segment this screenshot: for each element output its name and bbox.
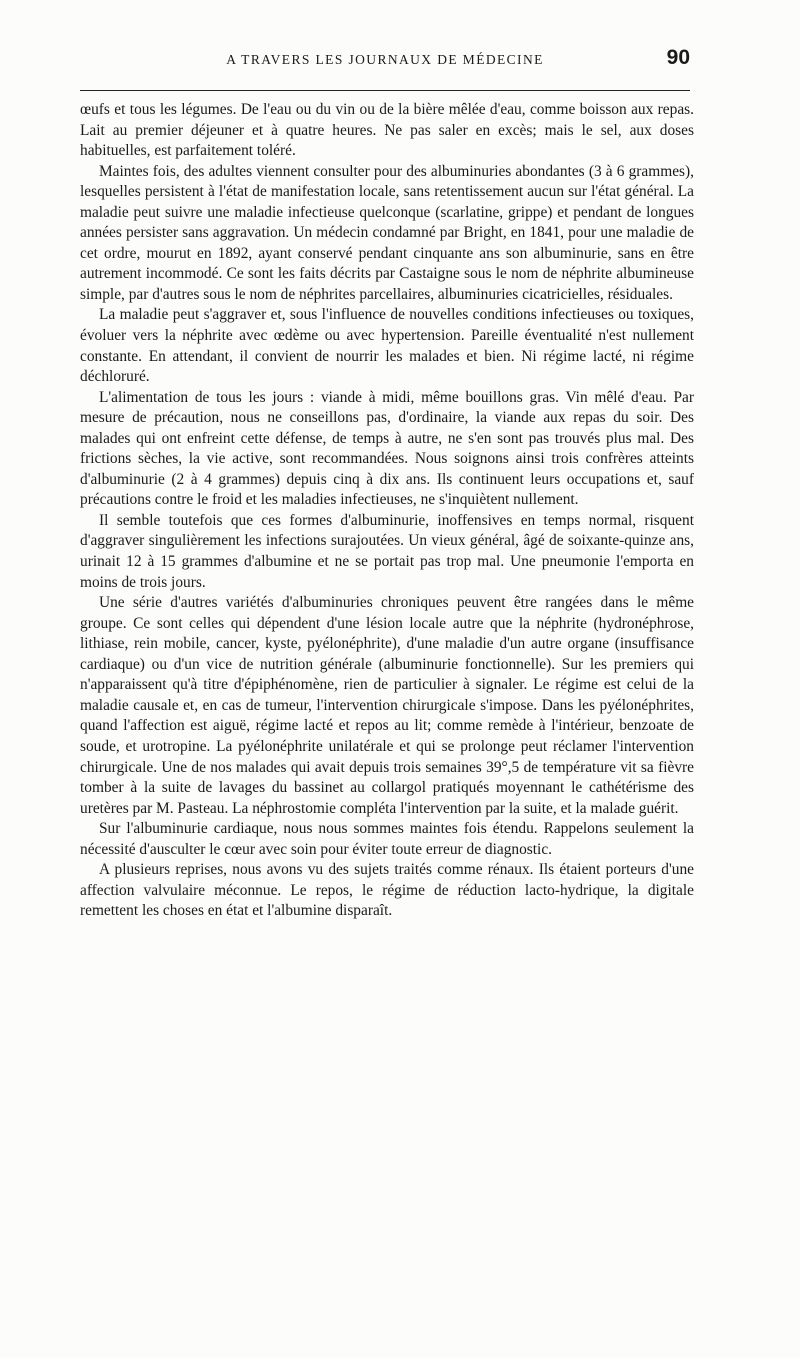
paragraph: Sur l'albuminurie cardiaque, nous nous sommes maintes fois étendu. Rappelons seulement la nécessité d'ausculter le cœur avec soin pour éviter toute erreur de diagnostic. — [80, 820, 694, 858]
paragraph: œufs et tous les légumes. De l'eau ou du vin ou de la bière mêlée d'eau, comme boisson aux repas. Lait au premier déjeuner et à quatre heures. Ne pas saler en excès; mais le sel, aux doses habituelles, est parfaitement toléré. — [80, 101, 694, 160]
paragraph: La maladie peut s'aggraver et, sous l'influence de nouvelles conditions infectieuses ou toxiques, évoluer vers la néphrite avec œdème ou avec hypertension. Pareille éventualité n'est nullement constante. En attendant, il convient de nourrir les malades et bien. Ni régime lacté, ni régime déchloruré. — [80, 306, 694, 386]
page-header — [80, 46, 690, 80]
article-body — [80, 100, 694, 922]
paragraph: Une série d'autres variétés d'albuminuries chroniques peuvent être rangées dans le même groupe. Ce sont celles qui dépendent d'une lésion locale autre que la néphrite (hydronéphrose, lithiase, rein mobile, cancer, kyste, pyélonéphrite), d'une maladie d'un autre organe (insuffisance cardiaque) ou d'un vice de nutrition générale (albuminurie fonctionnelle). Sur les premiers qui n'apparaissent qu'à titre d'épiphénomène, rien de particulier à signaler. Le régime est celui de la maladie causale et, en cas de tumeur, l'intervention chirurgicale s'impose. Dans les pyélonéphrites, quand l'affection est aiguë, régime lacté et repos au lit; comme remède à l'intérieur, benzoate de soude, et urotropine. La pyélonéphrite unilatérale et qui se prolonge peut réclamer l'intervention chirurgicale. Une de nos malades qui avait depuis trois semaines 39°,5 de température vit sa fièvre tomber à la suite de lavages du bassinet au collargol pratiqués moyennant le cathétérisme des uretères par M. Pasteau. La néphrostomie compléta l'intervention par la suite, et la malade guérit. — [80, 594, 694, 817]
running-title: A TRAVERS LES JOURNAUX DE MÉDECINE — [226, 52, 544, 67]
page-number: 90 — [666, 46, 690, 69]
paragraph: L'alimentation de tous les jours : viande à midi, même bouillons gras. Vin mêlé d'eau. Par mesure de précaution, nous ne conseillons pas, d'ordinaire, la viande aux repas du soir. Des malades qui ont enfreint cette défense, de temps à autre, ne s'en sont pas trouvés plus mal. Des frictions sèches, la vie active, sont recommandées. Nous soignons ainsi trois confrères atteints d'albuminurie (2 à 4 grammes) depuis cinq à dix ans. Ils continuent leurs occupations et, sauf précautions contre le froid et les maladies infectieuses, ne s'inquiètent nullement. — [80, 388, 694, 509]
paragraph: Maintes fois, des adultes viennent consulter pour des albuminuries abondantes (3 à 6 grammes), lesquelles persistent à l'état de manifestation locale, sans retentissement aucun sur l'état général. La maladie peut suivre une maladie infectieuse quelconque (scarlatine, grippe) et pendant de longues années persister sans aggravation. Un médecin condamné par Bright, en 1841, pour une maladie de cet ordre, mourut en 1892, ayant conservé pendant cinquante ans son albuminurie, sans en être autrement incommodé. Ce sont les faits décrits par Castaigne sous le nom de néphrite albumineuse simple, par d'autres sous le nom de néphrites parcellaires, albuminuries cicatricielles, résiduales. — [80, 162, 694, 303]
paragraph: A plusieurs reprises, nous avons vu des sujets traités comme rénaux. Ils étaient porteurs d'une affection valvulaire méconnue. Le repos, le régime de réduction lacto-hydrique, la digitale remettent les choses en état et l'albumine disparaît. — [80, 861, 694, 920]
header-rule — [80, 90, 690, 91]
paragraph: Il semble toutefois que ces formes d'albuminurie, inoffensives en temps normal, risquent d'aggraver singulièrement les infections surajoutées. Un vieux général, âgé de soixante-quinze ans, urinait 12 à 15 grammes d'albumine et ne se portait pas trop mal. Une pneumonie l'emporta en moins de trois jours. — [80, 511, 694, 591]
